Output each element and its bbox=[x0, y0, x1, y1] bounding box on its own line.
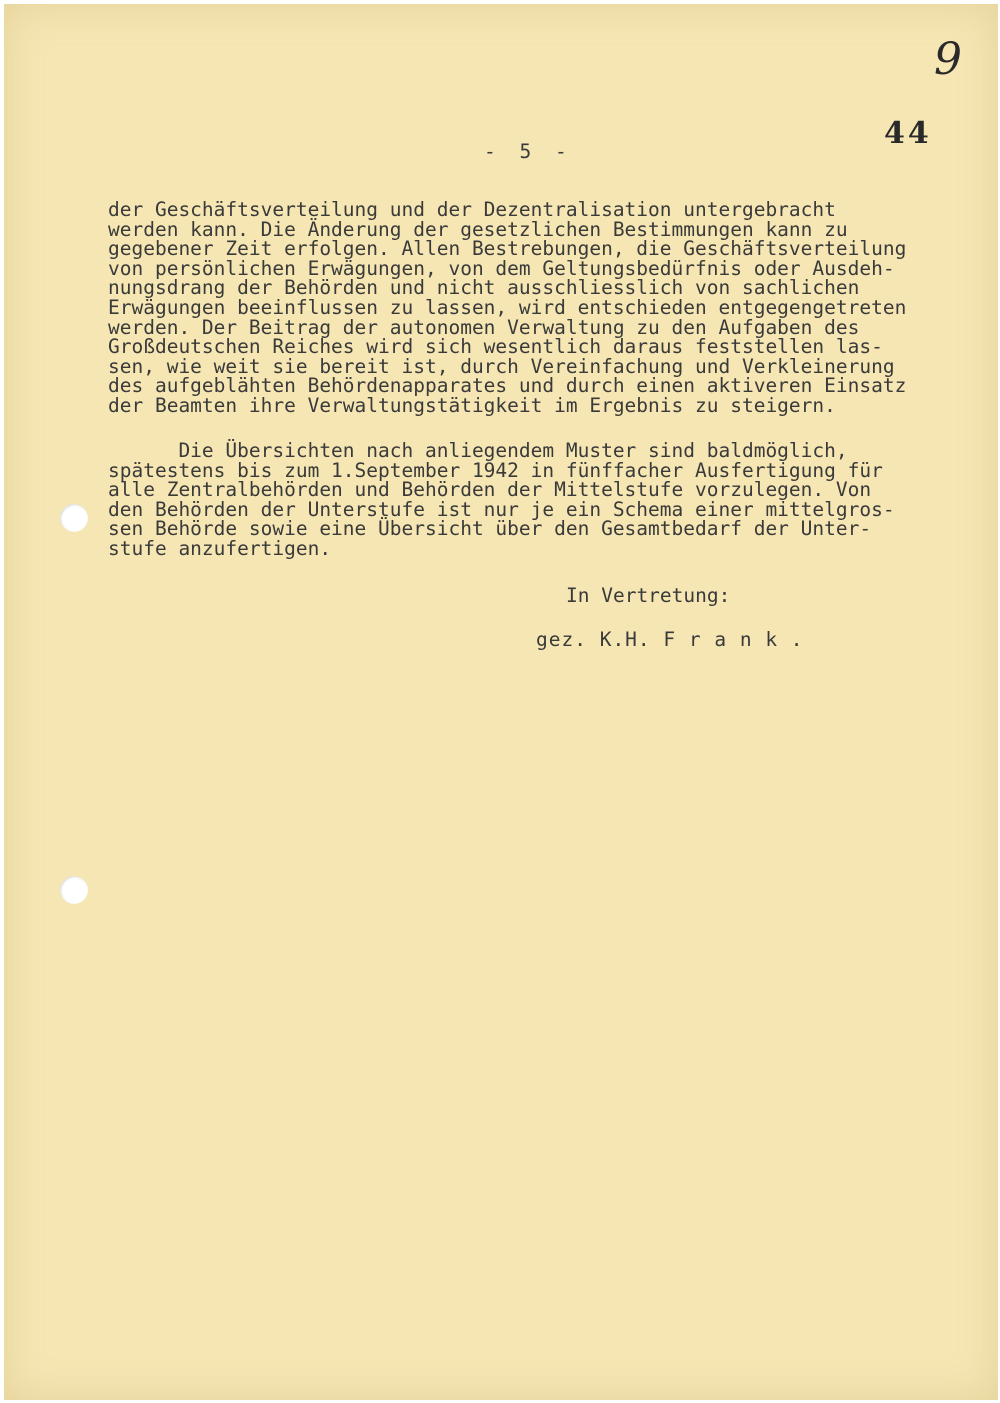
text-line: den Behörden der Unterstufe ist nur je ein Schema einer mittelgros- bbox=[108, 497, 895, 521]
text-line: werden. Der Beitrag der autonomen Verwaltung zu den Aufgaben des bbox=[108, 315, 860, 339]
text-line: von persönlichen Erwägungen, von dem Geltungsbedürfnis oder Ausdeh- bbox=[108, 256, 895, 280]
text-line: des aufgeblähten Behördenapparates und durch einen aktiveren Einsatz bbox=[108, 374, 907, 398]
document-page bbox=[4, 4, 998, 1400]
body-paragraph-2 bbox=[108, 441, 968, 559]
text-line: sen Behörde sowie eine Übersicht über den Gesamtbedarf der Unter- bbox=[108, 517, 872, 541]
text-line: nungsdrang der Behörden und nicht ausschliesslich von sachlichen bbox=[108, 276, 860, 300]
archive-number: 44 bbox=[884, 116, 932, 151]
text-line: Großdeutschen Reiches wird sich wesentlich daraus feststellen las- bbox=[108, 335, 883, 359]
text-line: gegebener Zeit erfolgen. Allen Bestrebungen, die Geschäftsverteilung bbox=[108, 237, 907, 261]
text-line: der Geschäftsverteilung und der Dezentralisation untergebracht bbox=[108, 198, 836, 221]
punch-hole-lower bbox=[60, 876, 88, 904]
text-line: sen, wie weit sie bereit ist, durch Vereinfachung und Verkleinerung bbox=[108, 354, 895, 378]
closing-line: In Vertretung: bbox=[566, 584, 731, 607]
body-paragraph-1 bbox=[108, 200, 968, 416]
text-line: spätestens bis zum 1.September 1942 in fünffacher Ausfertigung für bbox=[108, 458, 883, 482]
punch-hole-upper bbox=[60, 504, 88, 532]
signature-line: gez. K.H. F r a n k . bbox=[536, 628, 804, 651]
folio-number: 9 bbox=[934, 34, 962, 85]
text-line: der Beamten ihre Verwaltungstätigkeit im Ergebnis zu steigern. bbox=[108, 393, 836, 417]
page-number: - 5 - bbox=[484, 140, 573, 163]
text-line: stufe anzufertigen. bbox=[108, 536, 332, 560]
text-line: werden kann. Die Änderung der gesetzlichen Bestimmungen kann zu bbox=[108, 217, 848, 241]
text-line: alle Zentralbehörden und Behörden der Mittelstufe vorzulegen. Von bbox=[108, 478, 872, 502]
text-line: Erwägungen beeinflussen zu lassen, wird entschieden entgegengetreten bbox=[108, 295, 907, 319]
text-line: Die Übersichten nach anliegendem Muster sind baldmöglich, bbox=[108, 439, 848, 462]
